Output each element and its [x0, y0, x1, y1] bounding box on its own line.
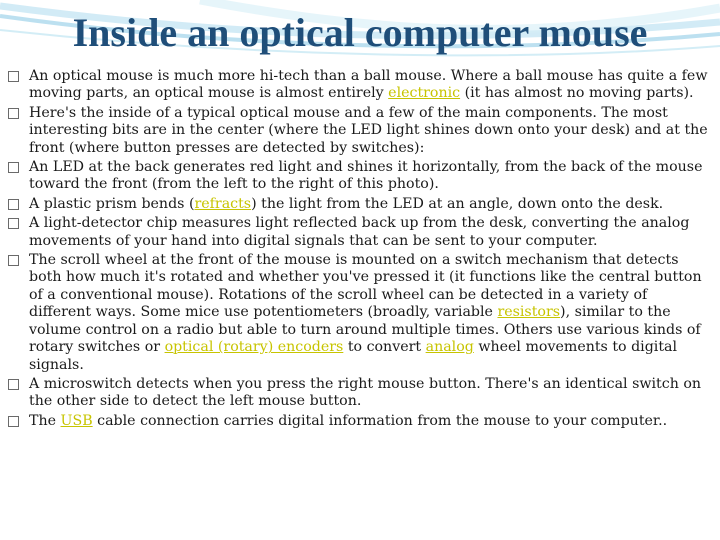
- hyperlink[interactable]: resistors: [497, 304, 561, 321]
- bullet-list: [8, 68, 710, 432]
- bullet-text: to convert: [343, 339, 426, 356]
- bullet-text: ), similar to the volume control on a radio but able to turn around multiple times. Others use various kinds of rotary switches or: [29, 304, 701, 356]
- empty-square-bullet-icon: [8, 108, 19, 119]
- empty-square-bullet-icon: [8, 162, 19, 173]
- bullet-text: wheel movements to digital signals.: [29, 339, 678, 373]
- hyperlink[interactable]: refracts: [194, 195, 252, 212]
- bullet-text: cable connection carries digital information from the mouse to your computer..: [92, 412, 668, 429]
- bullet-item: [8, 105, 710, 157]
- empty-square-bullet-icon: [8, 379, 19, 390]
- bullet-item: [8, 215, 710, 250]
- bullet-text: A microswitch detects when you press the right mouse button. There's an identical switch on the other side to detect the left mouse button.: [29, 375, 702, 410]
- empty-square-bullet-icon: [8, 218, 19, 229]
- bullet-item: [8, 196, 710, 213]
- bullet-text: An LED at the back generates red light and shines it horizontally, from the back of the mouse toward the front (from the left to the right of this photo).: [29, 159, 703, 193]
- empty-square-bullet-icon: [8, 255, 19, 266]
- empty-square-bullet-icon: [8, 199, 19, 210]
- slide-title: Inside an optical computer mouse: [72, 10, 648, 55]
- bullet-item: [8, 159, 710, 194]
- bullet-text: The scroll wheel at the front of the mouse is mounted on a switch mechanism that detects both how much it's rotated and whether you've pressed it (it functions like the central button of a conventional mouse). Rotations of the scroll wheel can be detected in a variety of different ways. Some mice use potentiometers (broadly, variable: [29, 252, 702, 321]
- hyperlink[interactable]: analog: [425, 339, 474, 356]
- bullet-text: An optical mouse is much more hi-tech than a ball mouse. Where a ball mouse has quite a few moving parts, an optical mouse is almost entirely: [29, 68, 708, 102]
- bullet-text: A plastic prism bends (: [29, 195, 195, 212]
- hyperlink[interactable]: optical (rotary) encoders: [164, 339, 344, 356]
- bullet-text: The: [29, 412, 61, 429]
- empty-square-bullet-icon: [8, 416, 19, 427]
- bullet-text: ) the light from the LED at an angle, down onto the desk.: [251, 195, 664, 212]
- bullet-item: [8, 252, 710, 374]
- bullet-text: A light-detector chip measures light reflected back up from the desk, converting the analog movements of your hand into digital signals that can be sent to your computer.: [29, 215, 690, 249]
- bullet-text: Here's the inside of a typical optical mouse and a few of the main components. The most interesting bits are in the center (where the LED light shines down onto your desk) and at the front (where button presses are detected by switches):: [29, 104, 708, 156]
- bullet-item: [8, 376, 710, 411]
- bullet-item: [8, 68, 710, 103]
- bullet-item: [8, 413, 710, 430]
- hyperlink[interactable]: USB: [60, 412, 93, 429]
- empty-square-bullet-icon: [8, 71, 19, 82]
- bullet-text: (it has almost no moving parts).: [460, 85, 694, 102]
- hyperlink[interactable]: electronic: [388, 85, 461, 102]
